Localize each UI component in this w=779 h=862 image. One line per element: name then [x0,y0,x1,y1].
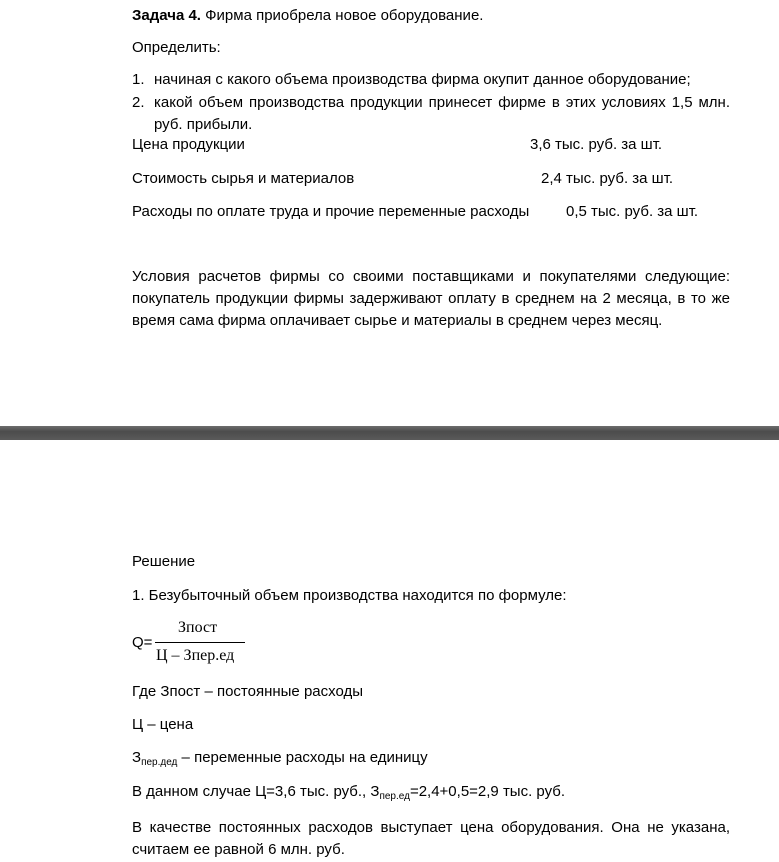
conditions-paragraph: Условия расчетов фирмы со своими поставщиками и покупателями следующие: покупатель продукции фирмы задерживают оплату в среднем на 2 месяца, в то же время сама фирма оплачивает сырье и материалы в среднем через месяц. [132,268,730,329]
page-1 [0,0,779,426]
fixed-costs-paragraph: В качестве постоянных расходов выступает цена оборудования. Она не указана, считаем ее равной 6 млн. руб. [132,819,730,858]
task-title-text: Фирма приобрела новое оборудование. [200,7,484,24]
formula-numerator: Зпост [178,619,218,636]
solution-heading: Решение [132,553,196,570]
task-title [132,6,483,26]
case-values [132,782,565,802]
param-price-value: 3,6 тыс. руб. за шт. [530,136,663,153]
determine-label: Определить: [132,39,221,56]
param-materials-value: 2,4 тыс. руб. за шт. [541,170,674,187]
case-values-b: =2,4+0,5=2,9 тыс. руб. [409,783,566,800]
where-price: Ц – цена [132,716,194,733]
task-title-bold: Задача 4. [132,7,201,24]
list-item-1-text: начиная с какого объема производства фирма окупит данное оборудование; [154,71,691,88]
where-variable-sub: пер.дед [141,757,178,768]
solution-step-1: 1. Безубыточный объем производства находится по формуле: [132,587,567,604]
formula-denominator: Ц – Зпер.ед [156,647,235,664]
breakeven-formula [132,618,332,668]
formula-lhs: Q= [132,634,153,651]
where-variable-costs [132,748,428,768]
param-price-label: Цена продукции [132,136,245,153]
case-values-a: В данном случае Ц=3,6 тыс. руб., З [132,783,380,800]
where-fixed-costs: Где Зпост – постоянные расходы [132,683,364,700]
case-values-sub: пер.ед [379,791,410,802]
list-item-2-number: 2. [132,94,145,111]
page-separator [0,426,779,440]
param-labor-label: Расходы по оплате труда и прочие переменные расходы [132,203,530,220]
fraction-bar [155,642,245,643]
where-variable-main: З [132,749,142,766]
list-item-1-number: 1. [132,71,145,88]
param-labor-value: 0,5 тыс. руб. за шт. [566,203,699,220]
param-materials-label: Стоимость сырья и материалов [132,170,355,187]
list-item-2-text: какой объем производства продукции принесет фирме в этих условиях 1,5 млн. руб. прибыли. [154,94,730,133]
where-variable-rest: – переменные расходы на единицу [177,749,428,766]
